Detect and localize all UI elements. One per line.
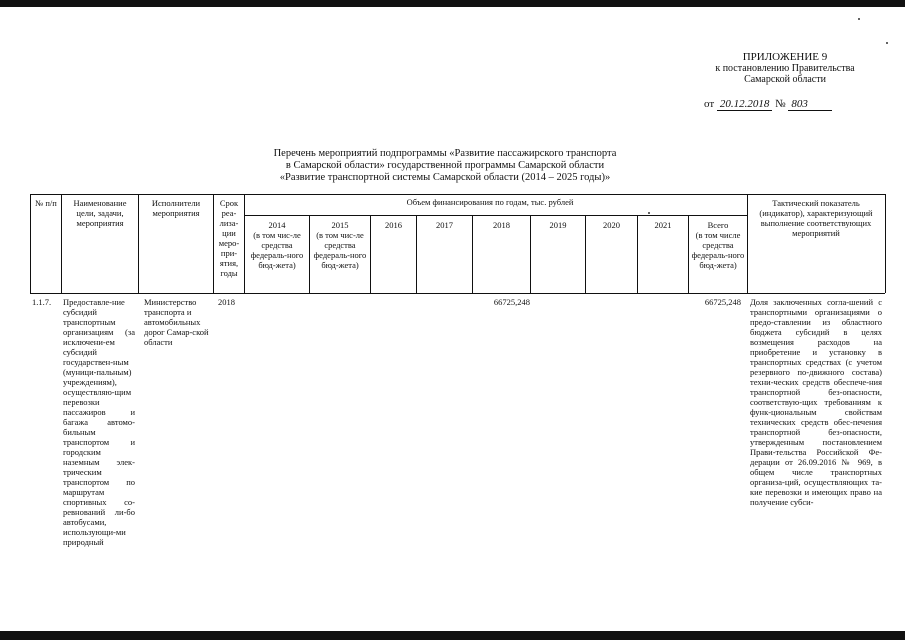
header-year-2017: 2017: [436, 220, 453, 230]
header-year-2015-label: 2015: [331, 220, 349, 230]
table-border-top: [30, 194, 885, 195]
header-total-note: (в том числе средства федераль-ного бюд-жета): [691, 230, 745, 270]
header-year-2020: 2020: [603, 220, 620, 230]
appendix-line1: к постановлению Правительства: [715, 63, 855, 74]
title-line2: в Самарской области» государственной программы Самарской области: [285, 160, 605, 171]
scan-speck: [886, 42, 888, 44]
row-total: 66725,248: [704, 297, 741, 307]
title-line3: «Развитие транспортной системы Самарской области (2014 – 2025 годы)»: [279, 172, 611, 183]
header-total-label: Всего: [707, 220, 729, 230]
appendix-block: [680, 52, 890, 85]
header-year-2015-note: (в том чис-ле средства федераль-ного бюд-жета): [313, 230, 367, 270]
header-year-2015: [310, 220, 370, 270]
header-term: Срок реа-лиза-ции меро-при-ятия, годы: [218, 198, 240, 278]
title-line1: Перечень мероприятий подпрограммы «Развитие пассажирского транспорта: [273, 148, 617, 159]
decree-line: [704, 98, 894, 111]
header-name: Наименование цели, задачи, мероприятия: [73, 198, 127, 228]
header-total: [689, 220, 747, 270]
col-border: [138, 194, 139, 293]
header-year-2018: 2018: [493, 220, 510, 230]
row-indicator: Доля заключенных согла-шений с транспортными организациями о предо-ставлении из областного бюджета субсидий в целях возмещения расходов на приобретение и установку в транспортных средствах (с учетом резервного по-движного состава) техни-ческих средств обеспече-ния транспортной без-опасности, соответствую-щих требованиям к функ-циональным свойствам технических средств обес-печения транспортной без-опасности, утвержденным постановлением Прави-тельства Российской Фе-дерации от 26.09.2016 № 969, в общем числе транспортных организа-ций, осуществляющих та-кие перевозки и имеющих право на получение субси-: [750, 297, 882, 507]
date-prefix: от: [704, 98, 715, 110]
header-year-2014: [245, 220, 309, 270]
row-number: 1.1.7.: [32, 297, 52, 307]
scan-speck: [648, 212, 650, 214]
col-border: [61, 194, 62, 293]
scan-border-bottom: [0, 631, 905, 640]
header-year-2014-note: (в том чис-ле средства федераль-ного бюд-жета): [250, 230, 304, 270]
scan-speck: [858, 18, 860, 20]
header-year-2016: 2016: [385, 220, 402, 230]
header-funding: Объем финансирования по годам, тыс. рублей: [406, 197, 574, 207]
appendix-title: ПРИЛОЖЕНИЕ 9: [742, 51, 828, 63]
decree-date: 20.12.2018: [717, 98, 773, 111]
number-prefix: №: [775, 98, 786, 110]
table-header-bottom: [30, 293, 885, 294]
header-executor: Исполнители мероприятия: [151, 198, 201, 218]
header-indicator: Тактический показатель (индикатор), характеризующий выполнение соответствующих мероприятий: [759, 198, 873, 238]
header-num: № п/п: [35, 198, 57, 208]
row-year-2018: 66725,248: [493, 297, 530, 307]
document-title: [210, 148, 680, 184]
decree-number: 803: [788, 98, 832, 111]
header-year-2014-label: 2014: [268, 220, 286, 230]
col-border: [747, 194, 748, 293]
header-year-2021: 2021: [654, 220, 672, 230]
col-border: [885, 194, 886, 293]
table-subheader-line: [244, 215, 747, 216]
row-term: 2018: [218, 297, 235, 307]
row-name: Предоставле-ние субсидий транспортным организациям (за исключени-ем субсидий государствен-ным (муници-пальным) учреждениям), осуществляю-щим перевозки пассажиров и багажа автомо-бильным транспортом и городским наземным элек-трическим транспортом по маршрутам спортивных со-ревнований ли-бо автобусами, использующи-ми природный: [63, 297, 135, 547]
row-executor: Министерство транспорта и автомобильных дорог Самар-ской области: [144, 297, 209, 347]
col-border: [30, 194, 31, 293]
scan-border-top: [0, 0, 905, 7]
header-year-2019: 2019: [549, 220, 567, 230]
appendix-line2: Самарской области: [744, 74, 826, 85]
